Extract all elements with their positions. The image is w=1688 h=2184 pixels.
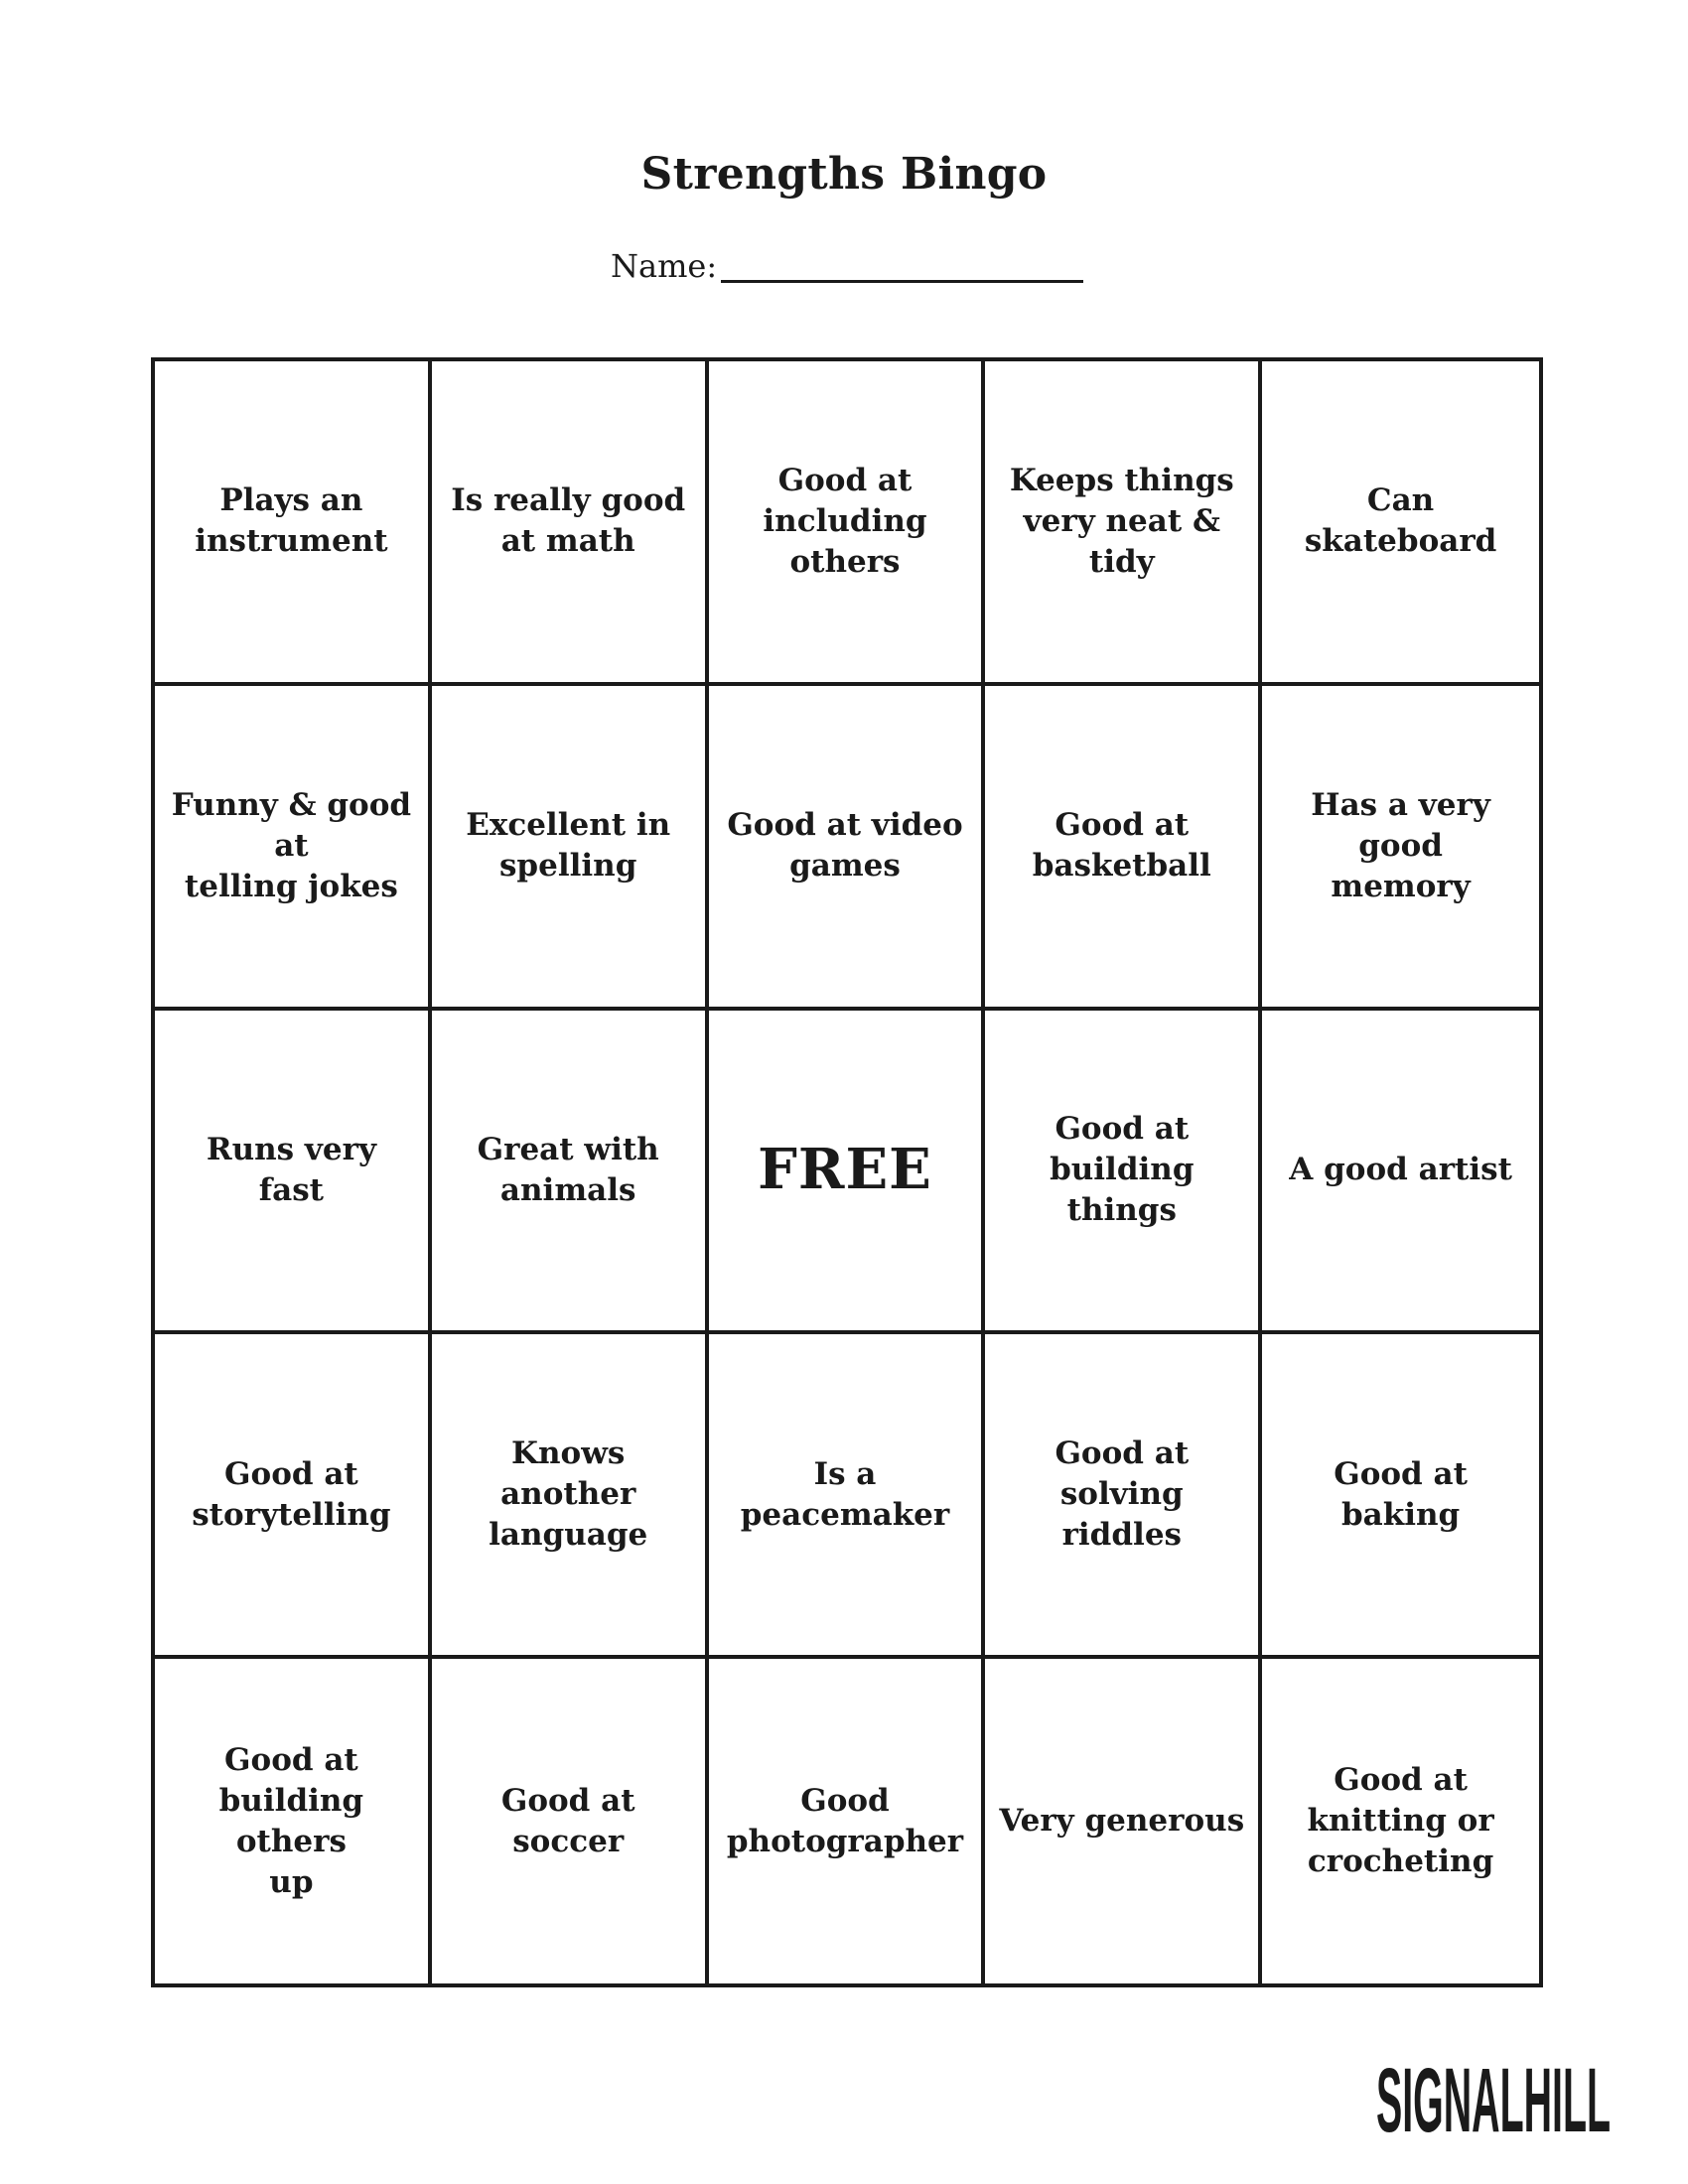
free-space-label: FREE (758, 1137, 932, 1203)
bingo-cell-label: Has a very good memory (1311, 786, 1490, 904)
bingo-cell[interactable] (709, 686, 986, 1011)
bingo-cell-label: Is a peacemaker (740, 1455, 950, 1533)
signalhill-logo (1376, 2060, 1615, 2139)
bingo-cell-label: Good at knitting or crocheting (1307, 1762, 1494, 1880)
bingo-cell[interactable] (1262, 361, 1539, 686)
bingo-cell[interactable] (985, 361, 1262, 686)
bingo-cell[interactable] (432, 686, 709, 1011)
bingo-cell-label: Very generous (999, 1803, 1245, 1840)
bingo-cell-label: Good at video games (727, 807, 963, 885)
bingo-cell[interactable] (1262, 1334, 1539, 1659)
bingo-card (151, 357, 1543, 1987)
bingo-cell[interactable] (985, 1334, 1262, 1659)
bingo-cell[interactable] (709, 1659, 986, 1983)
page-title: Strengths Bingo (640, 149, 1048, 200)
bingo-cell[interactable] (155, 1659, 432, 1983)
bingo-cell[interactable] (155, 686, 432, 1011)
name-field (611, 236, 1083, 286)
bingo-cell-label: Excellent in spelling (466, 807, 671, 885)
bingo-cell[interactable] (432, 1011, 709, 1335)
bingo-cell-label: Great with animals (477, 1131, 659, 1208)
bingo-cell-label: Good at storytelling (192, 1455, 391, 1533)
bingo-cell[interactable] (985, 686, 1262, 1011)
bingo-cell-label: Good at baking (1334, 1455, 1468, 1533)
bingo-cell[interactable] (709, 1334, 986, 1659)
bingo-cell-label: Good at including others (763, 462, 927, 580)
name-blank-line[interactable] (721, 280, 1083, 283)
bingo-cell[interactable] (432, 1334, 709, 1659)
bingo-cell-label: Good photographer (726, 1782, 964, 1859)
logo-wordmark: SIGNALHILL (1376, 2060, 1611, 2139)
bingo-cell-label: A good artist (1289, 1152, 1512, 1188)
bingo-cell[interactable] (985, 1659, 1262, 1983)
free-space-cell[interactable] (709, 1011, 986, 1335)
bingo-cell[interactable] (432, 1659, 709, 1983)
bingo-cell[interactable] (1262, 1659, 1539, 1983)
bingo-cell-label: Good at building others up (218, 1741, 364, 1900)
bingo-cell-label: Keeps things very neat & tidy (1009, 462, 1234, 580)
bingo-cell-label: Knows another language (489, 1435, 648, 1554)
bingo-cell-label: Funny & good at telling jokes (171, 786, 412, 904)
bingo-cell[interactable] (155, 1011, 432, 1335)
bingo-cell[interactable] (1262, 686, 1539, 1011)
bingo-cell-label: Good at solving riddles (1055, 1435, 1190, 1554)
name-label: Name: (611, 247, 718, 285)
bingo-cell[interactable] (1262, 1011, 1539, 1335)
bingo-cell[interactable] (432, 361, 709, 686)
bingo-cell-label: Good at basketball (1032, 807, 1211, 885)
bingo-cell[interactable] (155, 361, 432, 686)
bingo-cell-label: Runs very fast (206, 1131, 376, 1208)
bingo-cell-label: Is really good at math (451, 482, 686, 560)
bingo-cell-label: Plays an instrument (195, 482, 388, 560)
bingo-cell-label: Good at soccer (500, 1782, 635, 1859)
bingo-cell[interactable] (709, 361, 986, 686)
bingo-cell-label: Can skateboard (1304, 482, 1497, 560)
bingo-cell[interactable] (985, 1011, 1262, 1335)
bingo-cell[interactable] (155, 1334, 432, 1659)
bingo-cell-label: Good at building things (1050, 1111, 1195, 1229)
